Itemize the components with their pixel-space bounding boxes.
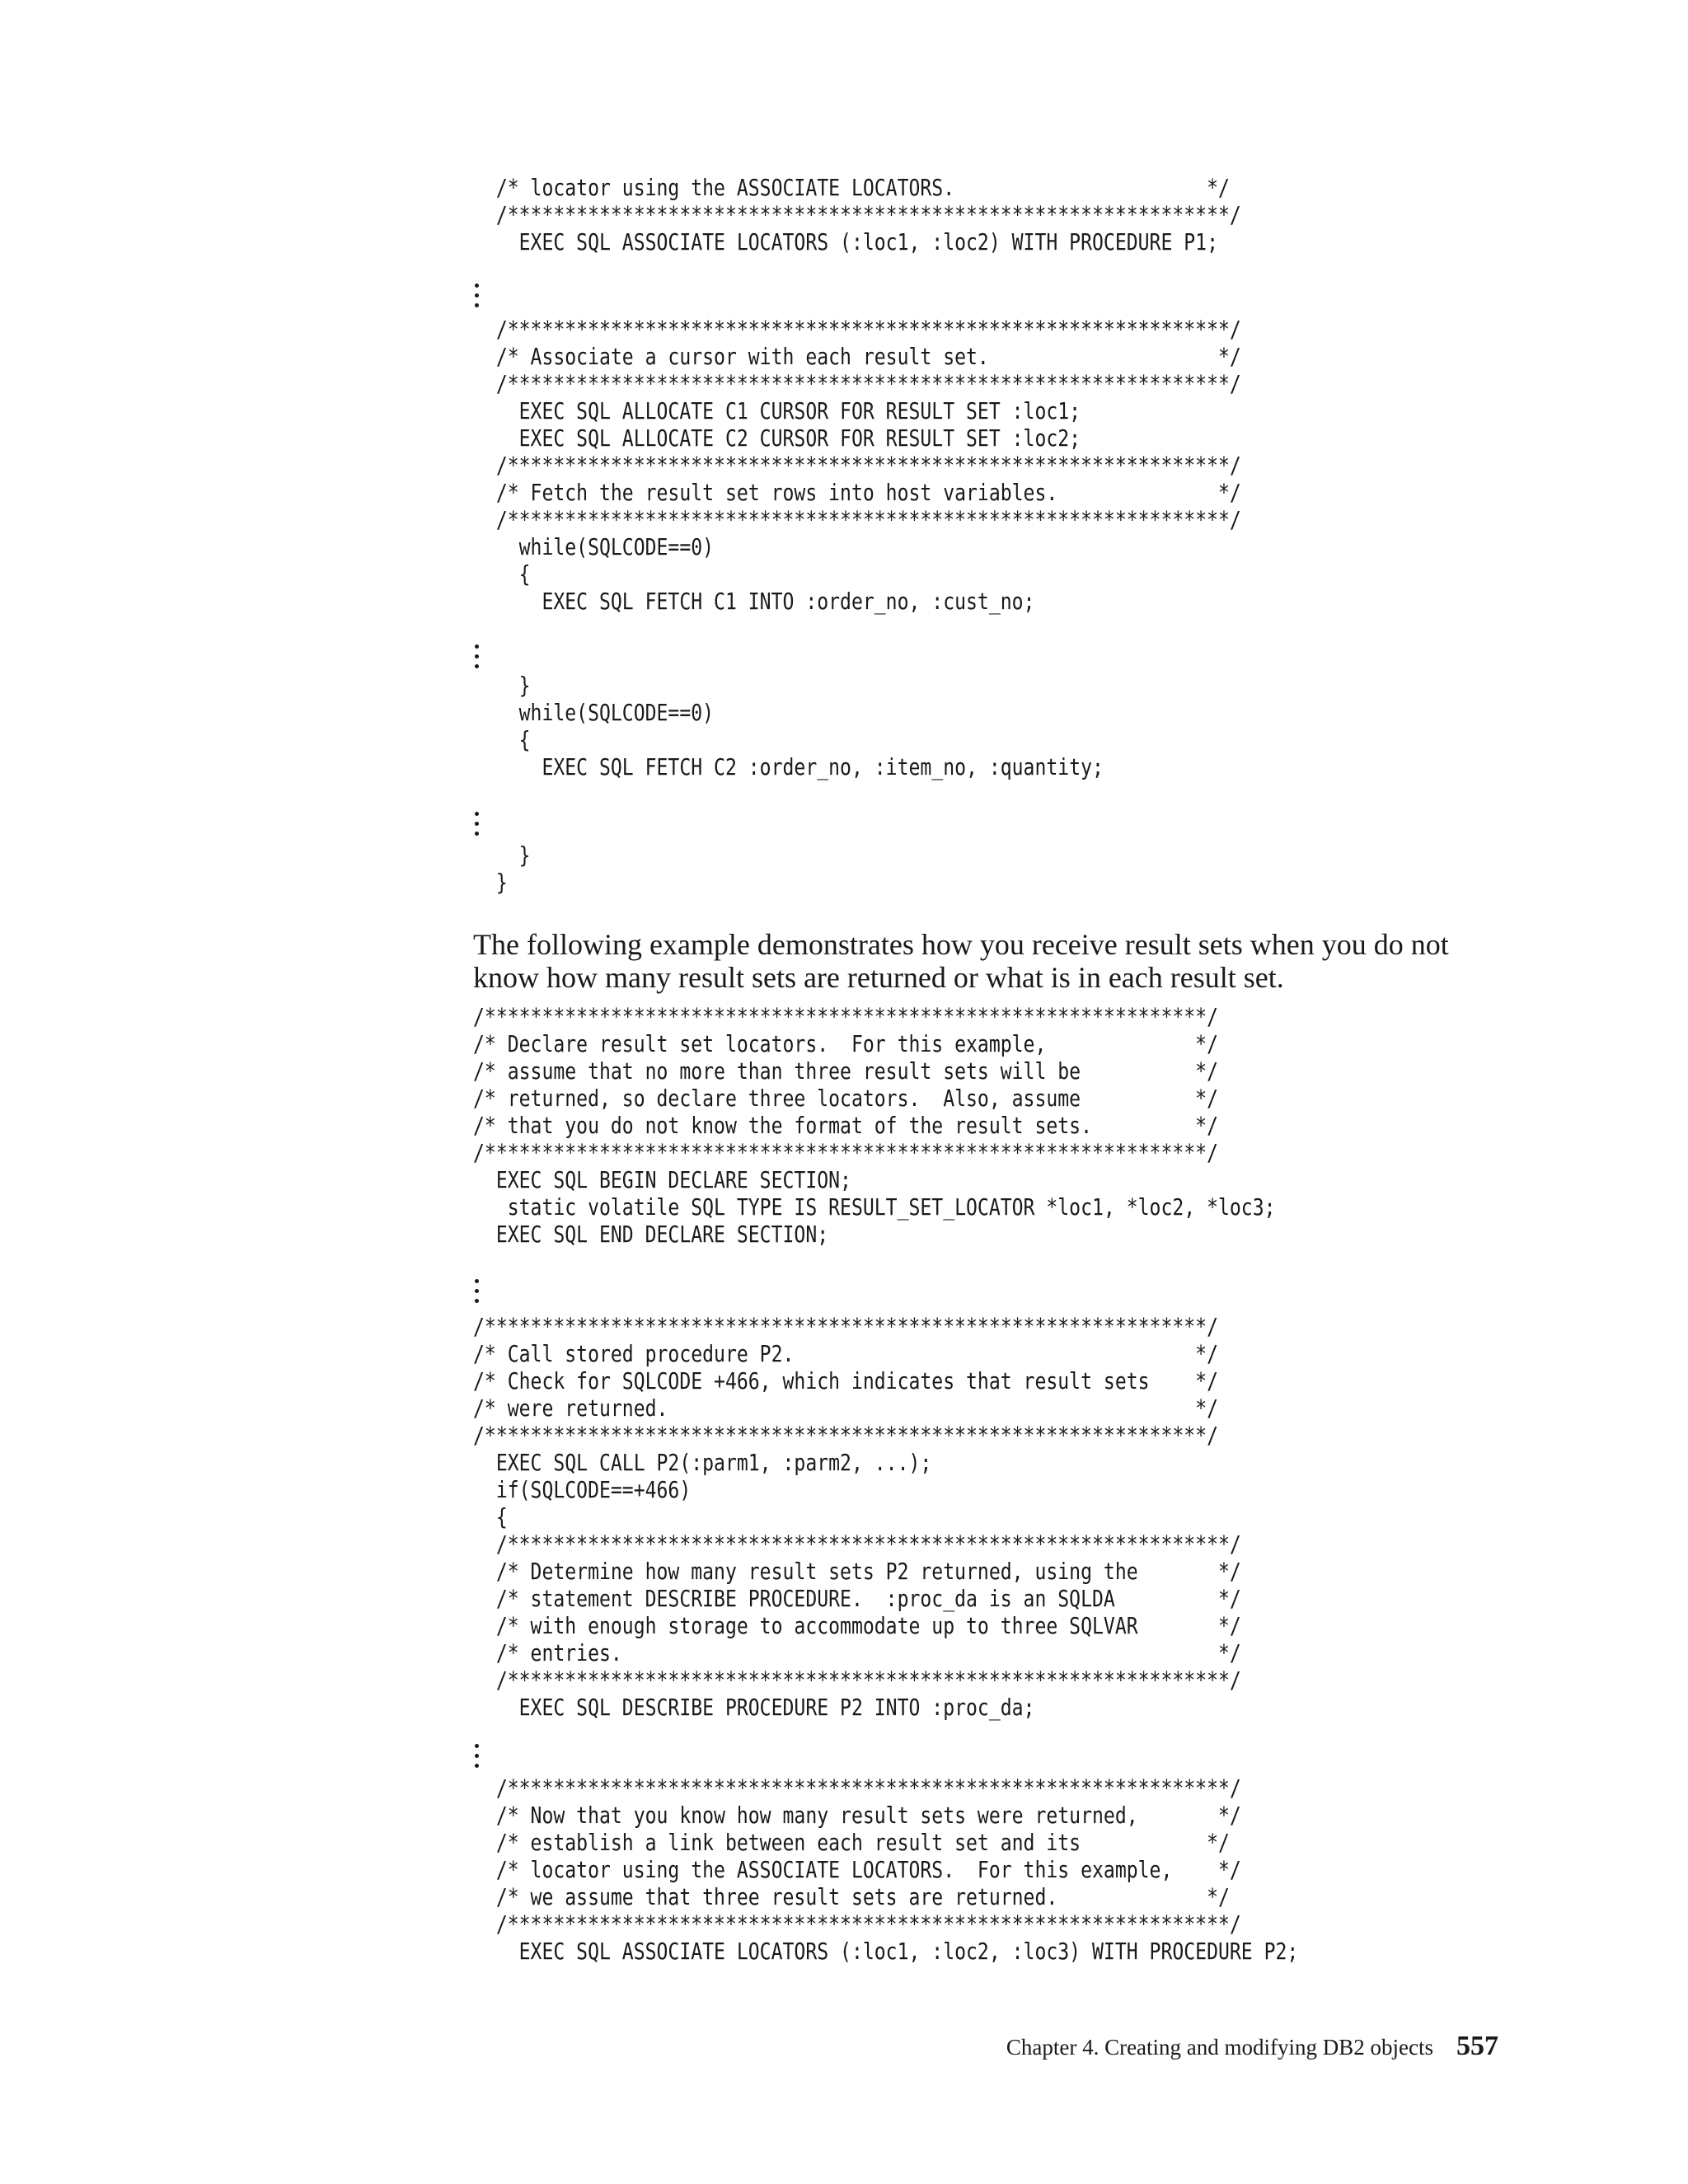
code-line: /* locator using the ASSOCIATE LOCATORS. */ [473,175,1230,201]
code-line: EXEC SQL END DECLARE SECTION; [473,1221,829,1248]
code-block [473,175,1241,256]
code-line: /* entries. */ [473,1640,1241,1666]
code-line: } [473,842,531,869]
code-line: /***************************************************************/ [473,452,1241,479]
code-line: } [473,869,508,896]
code-line: while(SQLCODE==0) [473,534,715,560]
code-line: /* with enough storage to accommodate up to three SQLVAR */ [473,1613,1241,1639]
vertical-ellipsis [475,284,483,312]
code-line: /* that you do not know the format of the result sets. */ [473,1113,1218,1139]
code-line: { [473,561,531,588]
page-number: 557 [1456,2031,1498,2061]
vertical-ellipsis [475,1744,483,1772]
code-line: /***************************************************************/ [473,371,1241,397]
code-line: /***************************************************************/ [473,202,1241,228]
code-line: /***************************************************************/ [473,1422,1218,1449]
code-line: /***************************************************************/ [473,316,1241,343]
code-line: /***************************************************************/ [473,1140,1218,1166]
code-line: /***************************************************************/ [473,1775,1241,1802]
code-line: EXEC SQL ALLOCATE C1 CURSOR FOR RESULT SET :loc1; [473,398,1081,424]
code-line: EXEC SQL FETCH C2 :order_no, :item_no, :quantity; [473,754,1104,780]
code-line: /***************************************************************/ [473,1004,1218,1030]
code-line: EXEC SQL FETCH C1 INTO :order_no, :cust_no; [473,588,1035,615]
vertical-ellipsis [475,812,483,840]
code-line: /* Determine how many result sets P2 returned, using the */ [473,1558,1241,1585]
code-block [473,1004,1276,1249]
code-line: { [473,1504,508,1530]
code-line: /* Declare result set locators. For this example, */ [473,1031,1218,1057]
code-line: static volatile SQL TYPE IS RESULT_SET_LOCATOR *loc1, *loc2, *loc3; [473,1194,1276,1221]
code-line: EXEC SQL DESCRIBE PROCEDURE P2 INTO :proc_da; [473,1694,1035,1721]
code-line: /***************************************************************/ [473,507,1241,533]
chapter-title: Chapter 4. Creating and modifying DB2 objects [1006,2035,1433,2060]
code-line: /***************************************************************/ [473,1531,1241,1558]
code-line: /* statement DESCRIBE PROCEDURE. :proc_da is an SQLDA */ [473,1586,1241,1612]
code-block [473,673,1104,781]
code-line: EXEC SQL BEGIN DECLARE SECTION; [473,1167,851,1193]
code-line: EXEC SQL CALL P2(:parm1, :parm2, ...); [473,1450,932,1476]
code-line: /* Now that you know how many result sets were returned, */ [473,1802,1241,1829]
code-line: /* Associate a cursor with each result set. */ [473,344,1241,370]
code-line: /* we assume that three result sets are returned. */ [473,1884,1230,1910]
code-line: /***************************************************************/ [473,1911,1241,1938]
code-line: /* returned, so declare three locators. Also, assume */ [473,1085,1218,1112]
code-line: EXEC SQL ASSOCIATE LOCATORS (:loc1, :loc2, :loc3) WITH PROCEDURE P2; [473,1938,1299,1965]
code-line: /* establish a link between each result set and its */ [473,1830,1230,1856]
code-line: EXEC SQL ALLOCATE C2 CURSOR FOR RESULT SET :loc2; [473,425,1081,452]
vertical-ellipsis [475,644,483,673]
code-block [473,842,531,897]
code-line: /* Check for SQLCODE +466, which indicates that result sets */ [473,1368,1218,1394]
code-block [473,1775,1298,1966]
code-line: } [473,673,531,699]
code-line: /***************************************************************/ [473,1667,1241,1694]
code-line: /* assume that no more than three result sets will be */ [473,1058,1218,1085]
code-line: /***************************************************************/ [473,1314,1218,1340]
code-line: /* Fetch the result set rows into host variables. */ [473,480,1241,506]
code-block [473,1314,1241,1722]
code-line: /* locator using the ASSOCIATE LOCATORS. For this example, */ [473,1857,1241,1883]
page-footer [1006,2031,1498,2062]
vertical-ellipsis [475,1279,483,1307]
code-line: /* were returned. */ [473,1395,1218,1422]
code-line: EXEC SQL ASSOCIATE LOCATORS (:loc1, :loc2) WITH PROCEDURE P1; [473,229,1218,255]
code-block [473,316,1241,616]
code-line: if(SQLCODE==+466) [473,1477,692,1503]
body-paragraph: The following example demonstrates how you receive result sets when you do not know how many result sets are returned or what is in each result set. [473,928,1449,994]
code-line: while(SQLCODE==0) [473,700,715,726]
code-line: { [473,727,531,753]
code-line: /* Call stored procedure P2. */ [473,1341,1218,1367]
